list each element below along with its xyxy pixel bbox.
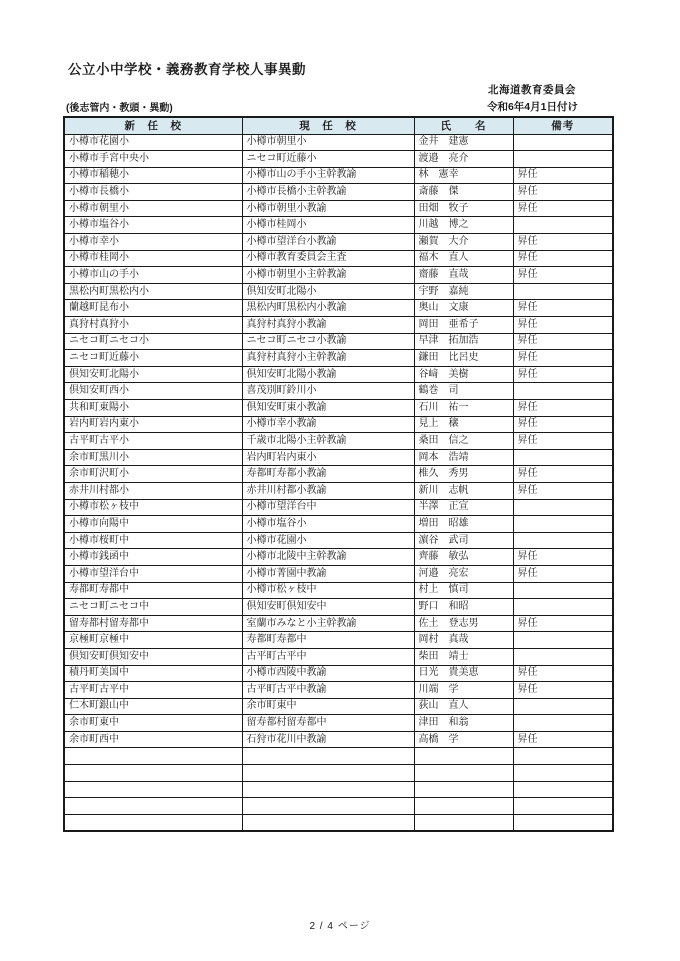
cell-current-school: 古平町古平中 <box>242 648 414 665</box>
cell-current-school: 小樽市北陵中主幹教諭 <box>242 549 414 566</box>
table-row <box>64 449 613 466</box>
table-row <box>64 466 613 483</box>
cell-name: 日光 貴美恵 <box>414 665 513 682</box>
cell-new-school: 小樽市望洋台中 <box>64 565 242 582</box>
cell-new-school: 小樽市山の手小 <box>64 267 242 284</box>
cell-name: 谷﨑 美樹 <box>414 366 513 383</box>
cell-note <box>513 632 613 649</box>
table-row <box>64 400 613 417</box>
cell-new-school: 寿都町寿都中 <box>64 582 242 599</box>
cell-new-school: 小樽市桜町中 <box>64 532 242 549</box>
cell-new-school <box>64 781 242 798</box>
cell-note <box>513 582 613 599</box>
table-row <box>64 648 613 665</box>
cell-name: 齊藤 敏弘 <box>414 549 513 566</box>
cell-new-school: ニセコ町ニセコ中 <box>64 599 242 616</box>
cell-new-school: 余市町沢町小 <box>64 466 242 483</box>
empty-table-row <box>64 814 613 831</box>
cell-name: 宇野 嘉純 <box>414 283 513 300</box>
table-row <box>64 333 613 350</box>
cell-name: 柴田 靖士 <box>414 648 513 665</box>
cell-current-school: 小樽市幸小教諭 <box>242 416 414 433</box>
cell-new-school: 倶知安町北陽小 <box>64 366 242 383</box>
cell-current-school: 小樽市塩谷小 <box>242 516 414 533</box>
cell-name <box>414 814 513 831</box>
cell-note <box>513 449 613 466</box>
table-row <box>64 217 613 234</box>
table-row <box>64 317 613 334</box>
cell-new-school: 岩内町岩内東小 <box>64 416 242 433</box>
cell-note: 昇任 <box>513 731 613 748</box>
cell-name: 濵谷 武司 <box>414 532 513 549</box>
cell-note <box>513 499 613 516</box>
cell-name: 岡本 浩靖 <box>414 449 513 466</box>
cell-current-school: 倶知安町北陽小 <box>242 283 414 300</box>
table-row <box>64 134 613 151</box>
cell-new-school: 赤井川村都小 <box>64 482 242 499</box>
cell-note: 昇任 <box>513 167 613 184</box>
table-row <box>64 283 613 300</box>
cell-note: 昇任 <box>513 416 613 433</box>
cell-note: 昇任 <box>513 549 613 566</box>
cell-name: 増田 昭雄 <box>414 516 513 533</box>
cell-new-school: 小樽市手宮中央小 <box>64 151 242 168</box>
header-current-school: 現 任 校 <box>242 117 414 134</box>
cell-name: 岡田 亜希子 <box>414 317 513 334</box>
cell-current-school: 岩内町岩内東小 <box>242 449 414 466</box>
cell-name: 新川 志帆 <box>414 482 513 499</box>
cell-current-school: 千歳市北陽小主幹教諭 <box>242 433 414 450</box>
cell-name: 斎藤 傑 <box>414 184 513 201</box>
table-row <box>64 532 613 549</box>
cell-note <box>513 283 613 300</box>
cell-note: 昇任 <box>513 350 613 367</box>
table-row <box>64 549 613 566</box>
cell-note: 昇任 <box>513 665 613 682</box>
cell-current-school: 倶知安町倶知安中 <box>242 599 414 616</box>
table-row <box>64 366 613 383</box>
table-row <box>64 516 613 533</box>
cell-current-school: 留寿都村留寿都中 <box>242 715 414 732</box>
cell-new-school: 真狩村真狩小 <box>64 317 242 334</box>
cell-name <box>414 748 513 765</box>
cell-new-school: 倶知安町西小 <box>64 383 242 400</box>
cell-current-school: 小樽市西陵中教諭 <box>242 665 414 682</box>
table-row <box>64 200 613 217</box>
cell-current-school <box>242 781 414 798</box>
cell-name: 半澤 正宣 <box>414 499 513 516</box>
cell-name: 佐土 登志男 <box>414 615 513 632</box>
organization-name: 北海道教育委員会 <box>488 84 576 96</box>
cell-new-school: 小樽市桂岡小 <box>64 250 242 267</box>
cell-current-school <box>242 798 414 815</box>
table-row <box>64 615 613 632</box>
cell-new-school: 小樽市朝里小 <box>64 200 242 217</box>
cell-new-school: 倶知安町倶知安中 <box>64 648 242 665</box>
cell-note: 昇任 <box>513 200 613 217</box>
cell-note: 昇任 <box>513 400 613 417</box>
cell-note: 昇任 <box>513 234 613 251</box>
cell-current-school: ニセコ町近藤小 <box>242 151 414 168</box>
cell-current-school: 室蘭市みなと小主幹教諭 <box>242 615 414 632</box>
cell-note <box>513 217 613 234</box>
cell-new-school <box>64 748 242 765</box>
cell-note <box>513 798 613 815</box>
table-row <box>64 682 613 699</box>
empty-table-row <box>64 765 613 782</box>
header-new-school: 新 任 校 <box>64 117 242 134</box>
cell-current-school: 小樽市望洋台中 <box>242 499 414 516</box>
cell-current-school: 小樽市菁園中教諭 <box>242 565 414 582</box>
cell-note: 昇任 <box>513 466 613 483</box>
cell-name: 見上 穣 <box>414 416 513 433</box>
table-row <box>64 599 613 616</box>
cell-name: 川越 博之 <box>414 217 513 234</box>
cell-name: 石川 祐一 <box>414 400 513 417</box>
cell-current-school: 小樽市望洋台小教諭 <box>242 234 414 251</box>
table-row <box>64 416 613 433</box>
cell-new-school: 小樽市稲穂小 <box>64 167 242 184</box>
cell-note <box>513 516 613 533</box>
cell-current-school: ニセコ町ニセコ小教諭 <box>242 333 414 350</box>
cell-new-school: 小樽市松ヶ枝中 <box>64 499 242 516</box>
cell-current-school: 倶知安町東小教諭 <box>242 400 414 417</box>
cell-new-school: 京極町京極中 <box>64 632 242 649</box>
cell-note: 昇任 <box>513 565 613 582</box>
cell-note: 昇任 <box>513 482 613 499</box>
cell-note: 昇任 <box>513 250 613 267</box>
table-row <box>64 582 613 599</box>
cell-note: 昇任 <box>513 366 613 383</box>
effective-date: 令和6年4月1日付け <box>486 101 578 113</box>
table-row <box>64 151 613 168</box>
cell-current-school: 小樽市教育委員会主査 <box>242 250 414 267</box>
cell-new-school: 古平町古平小 <box>64 433 242 450</box>
cell-current-school: 小樽市朝里小教諭 <box>242 200 414 217</box>
cell-current-school: 小樽市山の手小主幹教諭 <box>242 167 414 184</box>
cell-new-school: 黒松内町黒松内小 <box>64 283 242 300</box>
empty-table-row <box>64 798 613 815</box>
cell-note: 昇任 <box>513 682 613 699</box>
cell-note: 昇任 <box>513 184 613 201</box>
cell-name: 川端 学 <box>414 682 513 699</box>
cell-new-school: 蘭越町昆布小 <box>64 300 242 317</box>
cell-new-school <box>64 798 242 815</box>
cell-new-school: 積丹町美国中 <box>64 665 242 682</box>
table-row <box>64 565 613 582</box>
cell-note: 昇任 <box>513 300 613 317</box>
cell-new-school: 共和町東陽小 <box>64 400 242 417</box>
cell-current-school: 真狩村真狩小主幹教諭 <box>242 350 414 367</box>
table-header-row <box>64 117 613 134</box>
cell-note <box>513 151 613 168</box>
table-row <box>64 731 613 748</box>
cell-note <box>513 698 613 715</box>
cell-name: 齋藤 直哉 <box>414 267 513 284</box>
cell-name: 早津 拓加浩 <box>414 333 513 350</box>
cell-current-school: 古平町古平中教諭 <box>242 682 414 699</box>
cell-current-school: 倶知安町北陽小教諭 <box>242 366 414 383</box>
table-row <box>64 300 613 317</box>
document-title: 公立小中学校・義務教育学校人事異動 <box>68 62 306 77</box>
cell-new-school: 古平町古平中 <box>64 682 242 699</box>
table-row <box>64 433 613 450</box>
cell-name: 荻山 直人 <box>414 698 513 715</box>
header-note: 備考 <box>513 117 613 134</box>
cell-name: 高橋 学 <box>414 731 513 748</box>
cell-current-school: 小樽市長橋小主幹教諭 <box>242 184 414 201</box>
cell-note <box>513 532 613 549</box>
cell-note: 昇任 <box>513 267 613 284</box>
document-subtitle: (後志管内・教頭・異動) <box>66 103 173 114</box>
cell-current-school: 真狩村真狩小教諭 <box>242 317 414 334</box>
cell-name: 野口 和昭 <box>414 599 513 616</box>
cell-current-school: 小樽市花園小 <box>242 532 414 549</box>
cell-new-school: 余市町西中 <box>64 731 242 748</box>
table-row <box>64 698 613 715</box>
table-row <box>64 350 613 367</box>
cell-note <box>513 765 613 782</box>
cell-new-school: 小樽市銭函中 <box>64 549 242 566</box>
personnel-transfer-table <box>63 116 614 832</box>
cell-name: 奥山 文康 <box>414 300 513 317</box>
cell-name: 桑田 信之 <box>414 433 513 450</box>
cell-name: 岡村 真哉 <box>414 632 513 649</box>
cell-current-school: 余市町東中 <box>242 698 414 715</box>
cell-name: 鶴巻 司 <box>414 383 513 400</box>
cell-new-school: 小樽市花園小 <box>64 134 242 151</box>
cell-note: 昇任 <box>513 317 613 334</box>
table-row <box>64 715 613 732</box>
table-row <box>64 499 613 516</box>
cell-new-school <box>64 765 242 782</box>
cell-name: 村上 慎司 <box>414 582 513 599</box>
table-row <box>64 267 613 284</box>
cell-new-school: 余市町黒川小 <box>64 449 242 466</box>
cell-current-school <box>242 748 414 765</box>
cell-new-school <box>64 814 242 831</box>
table-row <box>64 632 613 649</box>
cell-note <box>513 134 613 151</box>
cell-current-school: 小樽市松ヶ枝中 <box>242 582 414 599</box>
cell-note <box>513 715 613 732</box>
header-name: 氏 名 <box>414 117 513 134</box>
cell-name: 渡邉 亮介 <box>414 151 513 168</box>
cell-note: 昇任 <box>513 333 613 350</box>
cell-current-school <box>242 765 414 782</box>
table-row <box>64 184 613 201</box>
cell-current-school: 寿都町寿都小教諭 <box>242 466 414 483</box>
cell-new-school: 小樽市向陽中 <box>64 516 242 533</box>
cell-note <box>513 748 613 765</box>
cell-new-school: 仁木町銀山中 <box>64 698 242 715</box>
cell-current-school: 黒松内町黒松内小教諭 <box>242 300 414 317</box>
empty-table-row <box>64 781 613 798</box>
cell-new-school: 余市町東中 <box>64 715 242 732</box>
table-row <box>64 250 613 267</box>
empty-table-row <box>64 748 613 765</box>
cell-current-school <box>242 814 414 831</box>
cell-name: 林 憲幸 <box>414 167 513 184</box>
table-body <box>64 134 613 831</box>
cell-current-school: 小樽市朝里小主幹教諭 <box>242 267 414 284</box>
cell-name: 鎌田 比呂史 <box>414 350 513 367</box>
table-row <box>64 234 613 251</box>
cell-new-school: ニセコ町近藤小 <box>64 350 242 367</box>
table-row <box>64 482 613 499</box>
cell-name: 椎久 秀男 <box>414 466 513 483</box>
table-row <box>64 383 613 400</box>
cell-name: 田畑 牧子 <box>414 200 513 217</box>
cell-new-school: ニセコ町ニセコ小 <box>64 333 242 350</box>
cell-current-school: 石狩市花川中教諭 <box>242 731 414 748</box>
cell-current-school: 小樽市朝里小 <box>242 134 414 151</box>
cell-note <box>513 599 613 616</box>
page-number: 2 / 4 ページ <box>309 921 371 932</box>
cell-note <box>513 814 613 831</box>
cell-new-school: 小樽市塩谷小 <box>64 217 242 234</box>
cell-name <box>414 798 513 815</box>
cell-name: 河邉 亮宏 <box>414 565 513 582</box>
cell-name: 瀬賀 大介 <box>414 234 513 251</box>
cell-new-school: 小樽市幸小 <box>64 234 242 251</box>
table-row <box>64 167 613 184</box>
table-row <box>64 665 613 682</box>
cell-name <box>414 781 513 798</box>
cell-note: 昇任 <box>513 433 613 450</box>
cell-current-school: 小樽市桂岡小 <box>242 217 414 234</box>
cell-current-school: 喜茂別町鈴川小 <box>242 383 414 400</box>
cell-note <box>513 781 613 798</box>
cell-name: 津田 和翁 <box>414 715 513 732</box>
cell-note: 昇任 <box>513 615 613 632</box>
cell-name: 金井 建憲 <box>414 134 513 151</box>
cell-note <box>513 648 613 665</box>
cell-name: 福木 直人 <box>414 250 513 267</box>
cell-new-school: 留寿都村留寿都中 <box>64 615 242 632</box>
cell-current-school: 寿都町寿都中 <box>242 632 414 649</box>
cell-new-school: 小樽市長橋小 <box>64 184 242 201</box>
cell-current-school: 赤井川村都小教諭 <box>242 482 414 499</box>
cell-note <box>513 383 613 400</box>
cell-name <box>414 765 513 782</box>
